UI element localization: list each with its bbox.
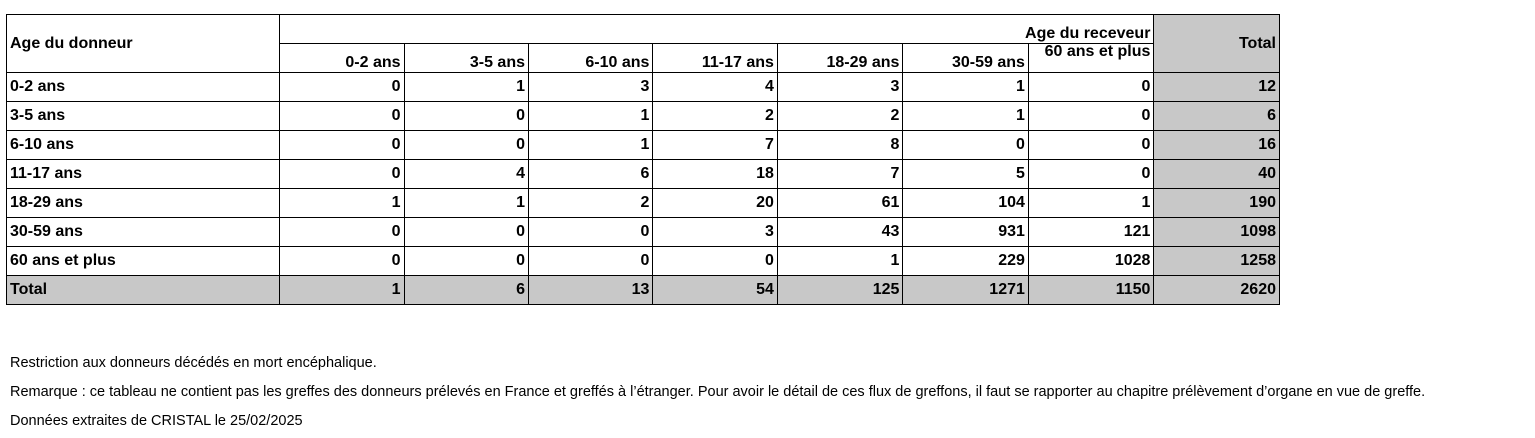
table-cell: 0 <box>903 131 1028 160</box>
table-row <box>7 160 1280 189</box>
row-label: 6-10 ans <box>7 131 280 160</box>
header-row-1 <box>7 15 1280 44</box>
row-label: 30-59 ans <box>7 218 280 247</box>
row-total: 190 <box>1154 189 1280 218</box>
table-cell: 1 <box>777 247 902 276</box>
table-cell: 5 <box>903 160 1028 189</box>
table-cell: 0 <box>1028 160 1154 189</box>
table-cell: 1 <box>404 189 528 218</box>
column-header: 0-2 ans <box>280 44 404 73</box>
row-total: 16 <box>1154 131 1280 160</box>
table-cell: 0 <box>404 102 528 131</box>
table-cell: 0 <box>1028 102 1154 131</box>
column-total: 1150 <box>1028 276 1154 305</box>
table-cell: 7 <box>653 131 777 160</box>
column-header: 18-29 ans <box>777 44 902 73</box>
table-row <box>7 73 1280 102</box>
table-cell: 0 <box>1028 131 1154 160</box>
table-cell: 0 <box>1028 73 1154 102</box>
table-cell: 0 <box>280 131 404 160</box>
table-cell: 1 <box>528 131 652 160</box>
column-header: 11-17 ans <box>653 44 777 73</box>
table-cell: 0 <box>280 73 404 102</box>
row-total: 40 <box>1154 160 1280 189</box>
row-label: 60 ans et plus <box>7 247 280 276</box>
table-cell: 1 <box>528 102 652 131</box>
table-cell: 0 <box>404 247 528 276</box>
table-cell: 2 <box>528 189 652 218</box>
table-cell: 18 <box>653 160 777 189</box>
column-header: 60 ans et plus <box>1028 44 1154 73</box>
table-cell: 0 <box>528 247 652 276</box>
table-cell: 0 <box>528 218 652 247</box>
table-cell: 7 <box>777 160 902 189</box>
table-cell: 0 <box>653 247 777 276</box>
row-total: 1098 <box>1154 218 1280 247</box>
table-row <box>7 102 1280 131</box>
table-cell: 121 <box>1028 218 1154 247</box>
table-cell: 1 <box>903 102 1028 131</box>
table-cell: 104 <box>903 189 1028 218</box>
table-cell: 3 <box>528 73 652 102</box>
grand-total: 2620 <box>1154 276 1280 305</box>
table-cell: 0 <box>404 218 528 247</box>
table-cell: 0 <box>280 102 404 131</box>
table-row <box>7 189 1280 218</box>
column-total: 125 <box>777 276 902 305</box>
table-cell: 0 <box>280 160 404 189</box>
table-cell: 1028 <box>1028 247 1154 276</box>
table-row <box>7 131 1280 160</box>
row-total: 1258 <box>1154 247 1280 276</box>
table-cell: 2 <box>777 102 902 131</box>
table-cell: 61 <box>777 189 902 218</box>
table-cell: 43 <box>777 218 902 247</box>
row-label: 0-2 ans <box>7 73 280 102</box>
table-cell: 931 <box>903 218 1028 247</box>
footnote: Données extraites de CRISTAL le 25/02/2025 <box>10 413 303 429</box>
column-total: 6 <box>404 276 528 305</box>
footnote: Remarque : ce tableau ne contient pas les greffes des donneurs prélevés en France et greffés à l’étranger. Pour avoir le détail de ces flux de greffons, il faut se rapporter au chapitre prélèvement d’organe en vue de greffe. <box>10 384 1426 400</box>
donor-age-header: Age du donneur <box>7 15 280 73</box>
table-cell: 20 <box>653 189 777 218</box>
table-cell: 0 <box>404 131 528 160</box>
table-cell: 2 <box>653 102 777 131</box>
row-total: 12 <box>1154 73 1280 102</box>
table-cell: 3 <box>777 73 902 102</box>
table-cell: 1 <box>903 73 1028 102</box>
table-row <box>7 247 1280 276</box>
table-cell: 4 <box>404 160 528 189</box>
row-total: 6 <box>1154 102 1280 131</box>
table-cell: 1 <box>404 73 528 102</box>
column-total: 1 <box>280 276 404 305</box>
footnote: Restriction aux donneurs décédés en mort encéphalique. <box>10 355 377 371</box>
table-cell: 8 <box>777 131 902 160</box>
column-total: 54 <box>653 276 777 305</box>
row-label: 11-17 ans <box>7 160 280 189</box>
column-total: 13 <box>528 276 652 305</box>
total-column-header: Total <box>1154 15 1280 73</box>
table-cell: 0 <box>280 247 404 276</box>
table-cell: 3 <box>653 218 777 247</box>
table-cell: 4 <box>653 73 777 102</box>
receiver-age-header: Age du receveur <box>280 15 1154 44</box>
row-label: 18-29 ans <box>7 189 280 218</box>
table-row <box>7 218 1280 247</box>
column-total: 1271 <box>903 276 1028 305</box>
table-cell: 229 <box>903 247 1028 276</box>
total-row-label: Total <box>7 276 280 305</box>
column-header: 3-5 ans <box>404 44 528 73</box>
table-cell: 6 <box>528 160 652 189</box>
table-cell: 0 <box>280 218 404 247</box>
column-header: 30-59 ans <box>903 44 1028 73</box>
table-cell: 1 <box>280 189 404 218</box>
table-cell: 1 <box>1028 189 1154 218</box>
row-label: 3-5 ans <box>7 102 280 131</box>
footnotes <box>10 349 1425 436</box>
donor-receiver-age-table <box>6 14 1280 305</box>
total-row <box>7 276 1280 305</box>
column-header: 6-10 ans <box>528 44 652 73</box>
